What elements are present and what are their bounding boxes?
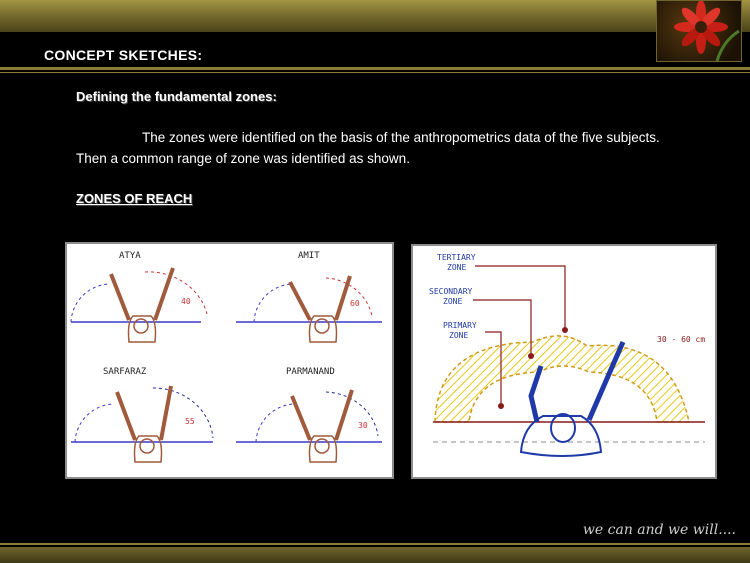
tertiary-zone-marker bbox=[562, 327, 568, 333]
footer-bar bbox=[0, 547, 750, 563]
zones-of-reach-heading: ZONES OF REACH bbox=[76, 191, 193, 206]
header-divider-thin bbox=[0, 72, 750, 73]
range-label: 30 - 60 cm bbox=[657, 335, 706, 344]
sketch-angle-label: 30 bbox=[358, 421, 368, 430]
tertiary-zone-label: TERTIARY bbox=[437, 253, 476, 262]
top-header-bar bbox=[0, 0, 750, 32]
primary-zone-marker bbox=[498, 403, 504, 409]
secondary-zone-marker bbox=[528, 353, 534, 359]
sketch-angle-label: 55 bbox=[185, 417, 195, 426]
reach-zone-band bbox=[435, 336, 689, 422]
sketch-parmanand bbox=[236, 367, 382, 462]
tertiary-zone-label-2: ZONE bbox=[447, 263, 467, 272]
secondary-zone-label: SECONDARY bbox=[429, 287, 473, 296]
sketch-name-label: PARMANAND bbox=[286, 367, 335, 377]
sketch-amit bbox=[236, 251, 382, 342]
page-title: CONCEPT SKETCHES: bbox=[44, 47, 203, 63]
sketch-name-label: ATYA bbox=[119, 251, 141, 261]
footer-divider bbox=[0, 543, 750, 545]
subject-sketches-panel bbox=[65, 242, 394, 479]
footer-tagline: we can and we will.... bbox=[582, 522, 736, 538]
sketch-name-label: AMIT bbox=[298, 251, 320, 261]
secondary-zone-label-2: ZONE bbox=[443, 297, 463, 306]
sketch-angle-label: 40 bbox=[181, 297, 191, 306]
figure-head bbox=[551, 414, 575, 442]
sketch-angle-label: 60 bbox=[350, 299, 360, 308]
figure-left-arm bbox=[531, 366, 541, 422]
primary-zone-label-2: ZONE bbox=[449, 331, 469, 340]
body-paragraph bbox=[76, 127, 676, 169]
header-divider bbox=[0, 67, 750, 70]
zones-diagram-panel bbox=[411, 244, 717, 479]
flower-logo-image bbox=[656, 0, 742, 62]
sketch-sarfaraz bbox=[71, 367, 213, 462]
zones-diagram bbox=[413, 246, 715, 477]
section-subheading: Defining the fundamental zones: bbox=[76, 89, 277, 104]
sketch-atya bbox=[71, 251, 207, 342]
body-paragraph-text: The zones were identified on the basis of the anthropometrics data of the five subjects. Then a common range of zone was identified as shown. bbox=[76, 130, 660, 166]
sketch-name-label: SARFARAZ bbox=[103, 367, 147, 377]
subject-sketches-drawing bbox=[67, 244, 392, 477]
primary-zone-label: PRIMARY bbox=[443, 321, 477, 330]
